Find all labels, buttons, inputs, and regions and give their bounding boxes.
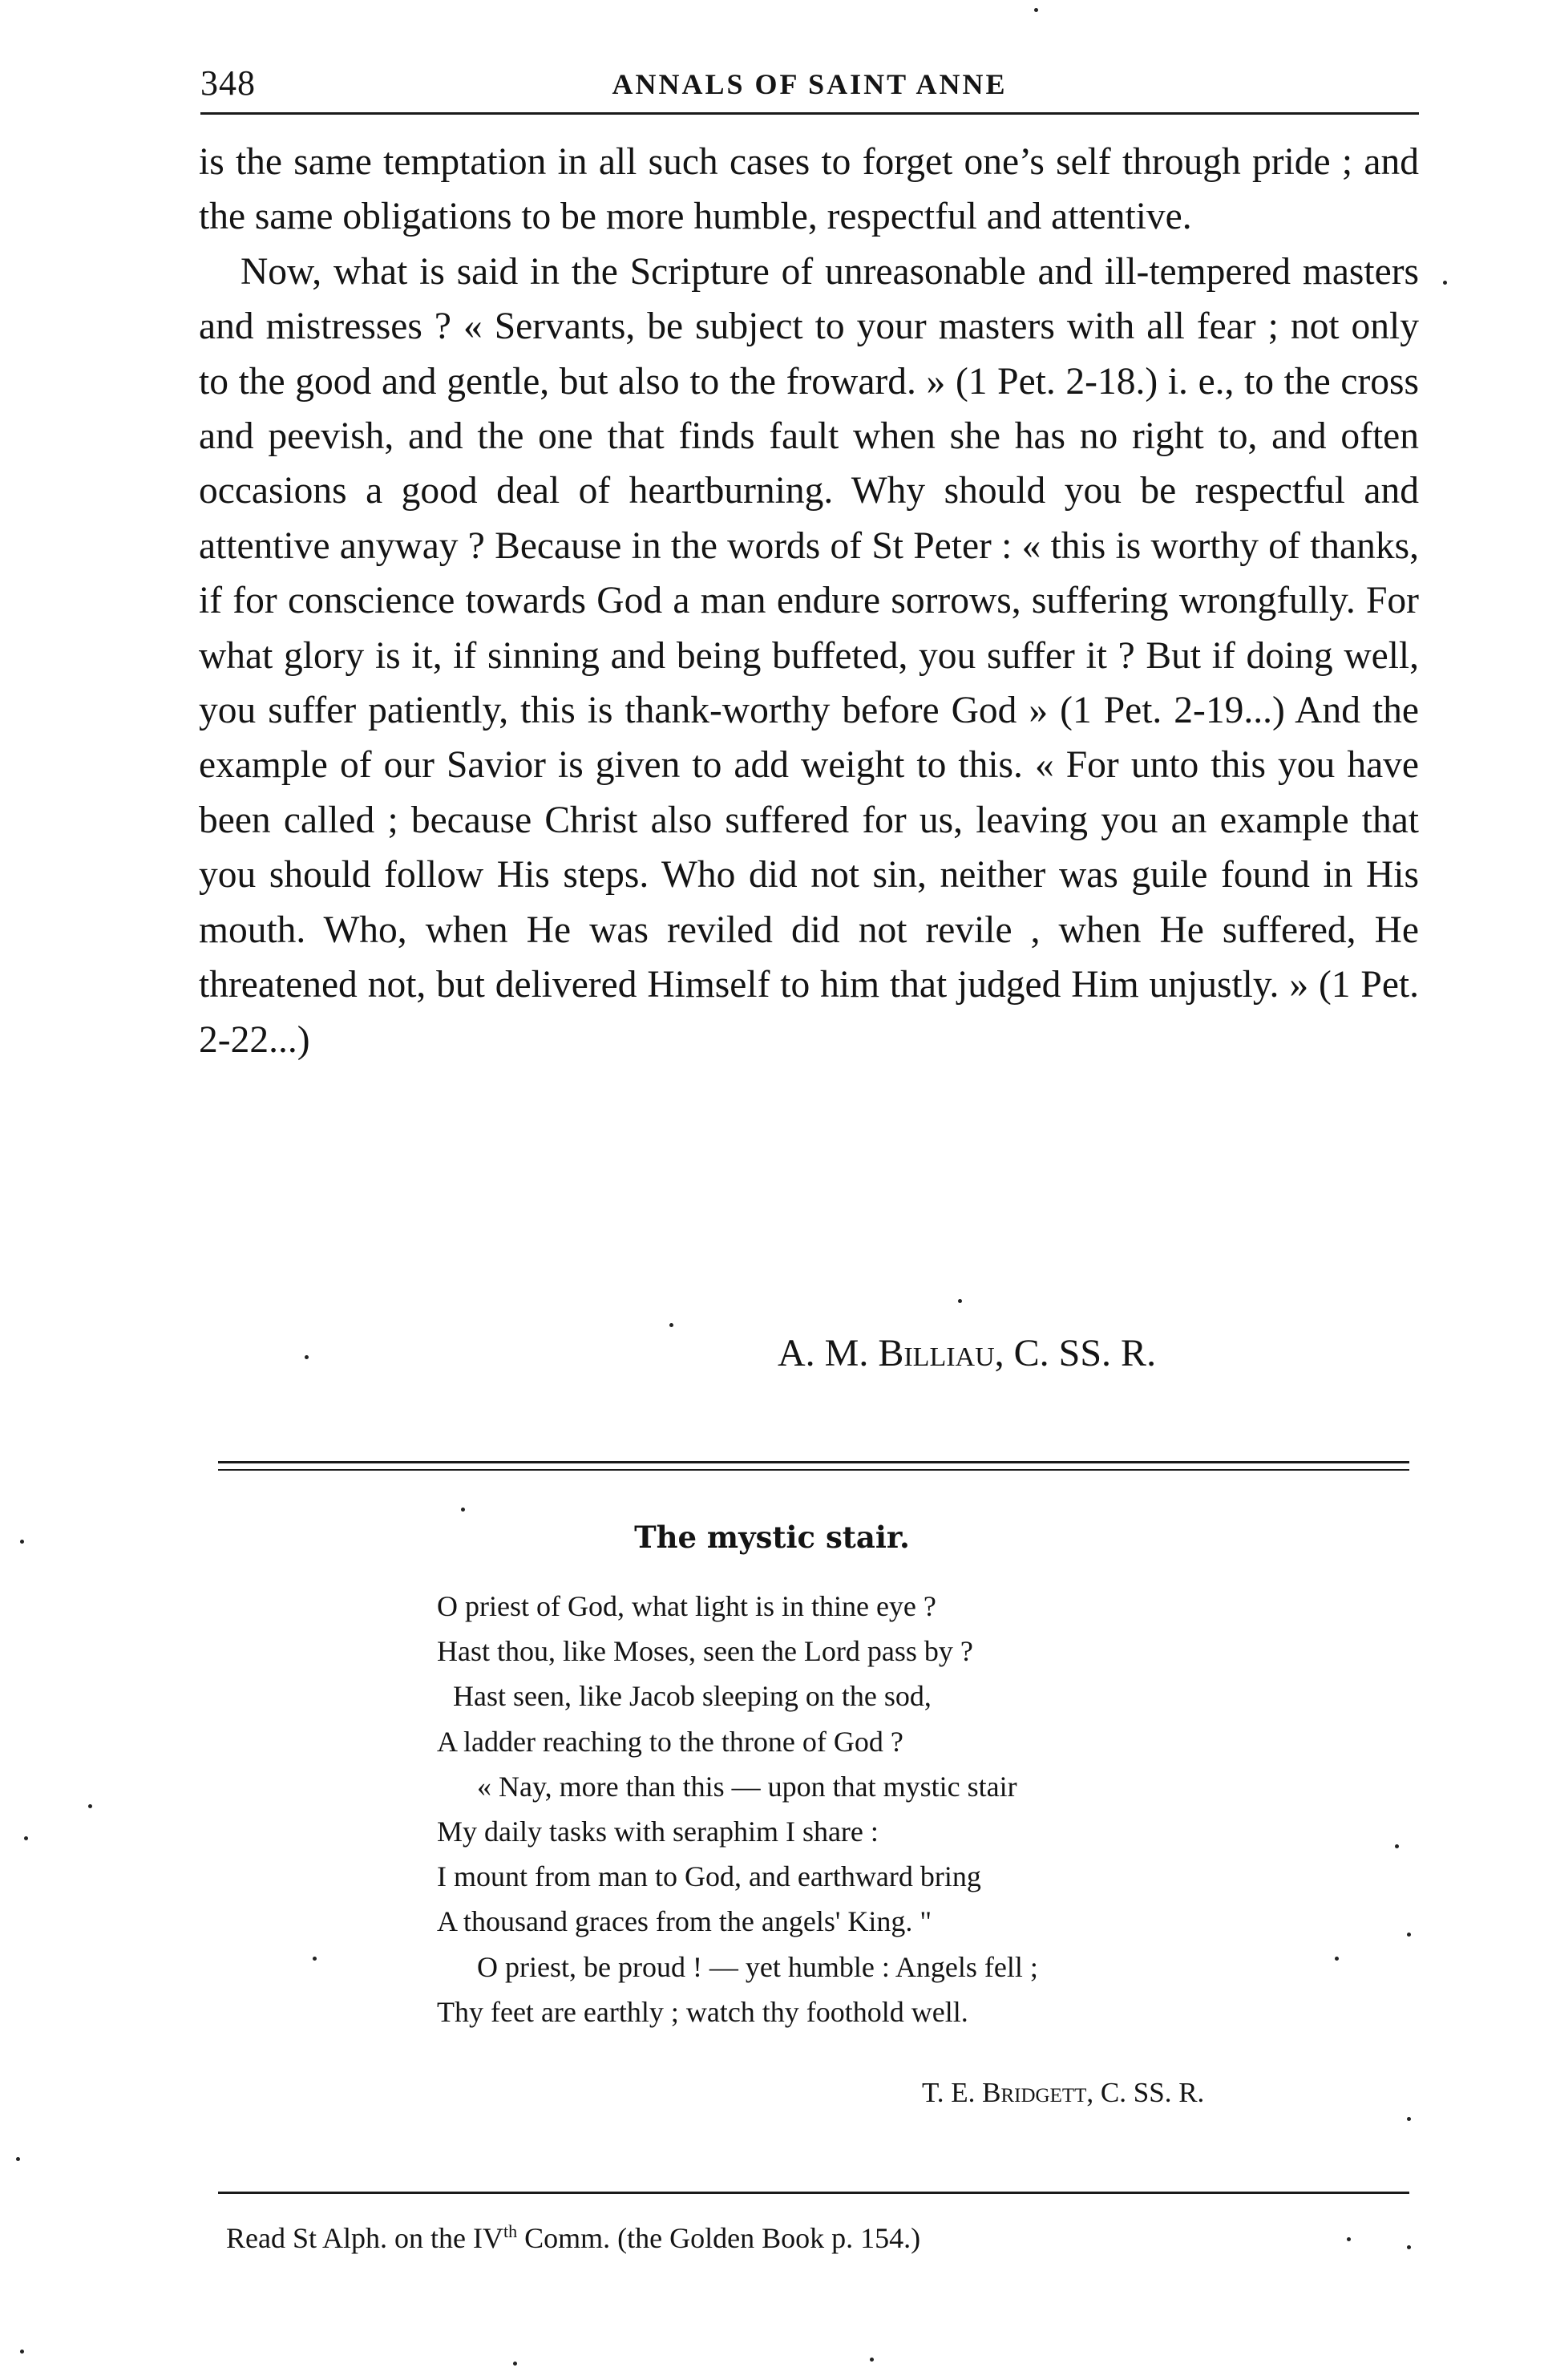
scan-speck — [1407, 2245, 1411, 2249]
article-paragraph: is the same temptation in all such cases to forget one’s self through pride ; and the same obligations to be more humble, respectful and attentive. — [199, 141, 1419, 238]
scan-speck — [1407, 2117, 1411, 2121]
article-paragraph: Now, what is said in the Scripture of unreasonable and ill-tempered masters and mistresses ? « Servants, be subject to your masters with all fear ; not only to the good and gentle, but also to the froward. » (1 Pet. 2-18.) i. e., to the cross and peevish, and the one that finds fault when she has no right to, and often occasions a good deal of heartburning. Why should you be respectful and attentive anyway ? Because in the words of St Peter : « this is worthy of thanks, if for conscience towards God a man endure sorrows, suffering wrongfully. For what glory is it, if sinning and being buffeted, you suffer it ? But if doing well, you suffer patiently, this is thank-worthy before God » (1 Pet. 2-19...) And the example of our Savior is given to add weight to this. « For unto this you have been called ; because Christ also suffered for us, leaving you an example that you should follow His steps. Who did not sin, neither was guile found in His mouth. Who, when He was reviled did not revile , when He suffered, He threatened not, but delivered Himself to him that judged Him unjustly. » (1 Pet. 2-22...) — [199, 250, 1419, 1061]
scan-speck — [313, 1957, 317, 1961]
section-rule-bottom — [218, 1469, 1409, 1471]
scan-speck — [88, 1804, 92, 1808]
scan-speck — [1443, 281, 1447, 285]
poem — [437, 1584, 1399, 2034]
poem-line: A ladder reaching to the throne of God ? — [437, 1725, 903, 1758]
page-number: 348 — [200, 63, 256, 103]
scan-speck — [870, 2358, 874, 2362]
scan-speck — [24, 1836, 28, 1840]
footnote-text: Read St Alph. on the IV — [226, 2222, 503, 2254]
article-signature: A. M. Billiau, C. SS. R. — [778, 1332, 1157, 1374]
poem-line: My daily tasks with seraphim I share : — [437, 1815, 879, 1848]
scan-speck — [1407, 1933, 1411, 1937]
scan-speck — [669, 1323, 673, 1327]
scan-speck — [461, 1508, 465, 1512]
poem-signature: T. E. Bridgett, C. SS. R. — [922, 2077, 1205, 2108]
poem-line: O priest of God, what light is in thine eye ? — [437, 1590, 936, 1622]
footnote-rule — [218, 2192, 1409, 2194]
scan-speck — [16, 2157, 20, 2161]
footnote-superscript: th — [503, 2221, 518, 2241]
poem-title: The mystic stair. — [634, 1520, 910, 1555]
poem-line: I mount from man to God, and earthward bring — [437, 1860, 981, 1893]
scan-speck — [1335, 1957, 1339, 1961]
scan-speck — [1347, 2237, 1351, 2241]
scan-speck — [20, 2350, 24, 2354]
scan-speck — [958, 1299, 962, 1303]
scan-speck — [20, 1540, 24, 1544]
page-header — [200, 56, 1419, 112]
footnote — [226, 2221, 920, 2255]
article-body — [199, 135, 1419, 1067]
scan-speck — [305, 1355, 309, 1359]
footnote-text-end: Comm. (the Golden Book p. 154.) — [517, 2222, 921, 2254]
running-title: ANNALS OF SAINT ANNE — [612, 68, 1008, 100]
scan-speck — [513, 2362, 517, 2366]
poem-line: Hast thou, like Moses, seen the Lord pass by ? — [437, 1635, 973, 1668]
scan-speck — [1034, 8, 1038, 12]
poem-line: « Nay, more than this — upon that mystic stair — [477, 1770, 1017, 1803]
scan-speck — [1395, 1844, 1399, 1848]
section-rule-top — [218, 1461, 1409, 1463]
poem-line: Hast seen, like Jacob sleeping on the sod, — [453, 1680, 932, 1713]
header-rule — [200, 112, 1419, 115]
poem-line: O priest, be proud ! — yet humble : Angels fell ; — [477, 1950, 1038, 1983]
poem-line: Thy feet are earthly ; watch thy foothold well. — [437, 1995, 968, 2028]
poem-line: A thousand graces from the angels' King. " — [437, 1905, 932, 1938]
